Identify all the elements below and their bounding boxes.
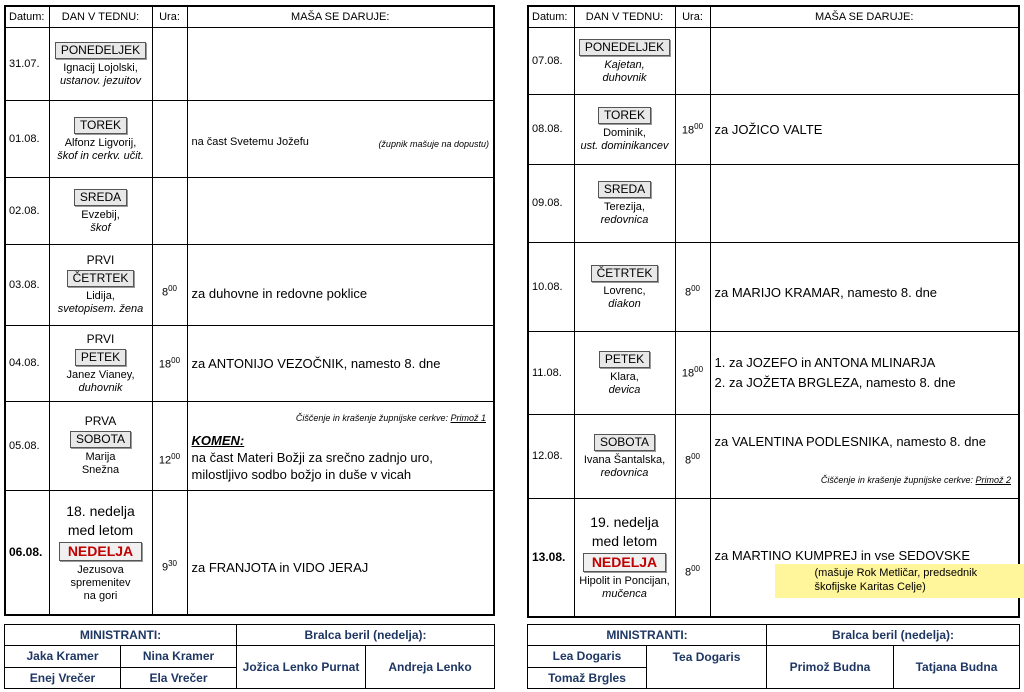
day-cell: [574, 414, 675, 498]
intention-line: 1. za JOZEFO in ANTONA MLINARJA: [714, 354, 936, 370]
saint-title: ustanov. jezuitov: [59, 74, 142, 87]
day-badge: TOREK: [598, 107, 651, 124]
altar-server: Ela Vrečer: [121, 667, 237, 689]
day-badge: PONEDELJEK: [55, 42, 146, 59]
header-intention: MAŠA SE DARUJE:: [710, 6, 1019, 27]
saint-name: Lovrenc,: [603, 284, 646, 297]
intention-cell: [187, 27, 494, 100]
intention-cell: [187, 401, 494, 490]
time-cell: [152, 27, 187, 100]
time-minute: 30: [168, 558, 178, 568]
header-intention: MAŠA SE DARUJE:: [187, 6, 494, 27]
day-cell: [49, 325, 152, 401]
intention-cell: [187, 325, 494, 401]
saint-name: Lidija,: [86, 290, 115, 302]
day-badge: TOREK: [74, 117, 127, 134]
day-cell: [574, 27, 675, 94]
day-cell: [574, 164, 675, 242]
time-cell: [152, 490, 187, 615]
saint-name: Kajetan,: [604, 58, 645, 71]
time-cell: [675, 164, 710, 242]
saint-title: redovnica: [600, 214, 649, 226]
saint-title: duhovnik: [602, 71, 647, 84]
bralca-label: Bralca beril (nedelja):: [237, 625, 495, 646]
date-cell: 05.08.: [5, 401, 49, 490]
saint-name: Ignacij Lojolski,: [63, 61, 138, 74]
altar-server: Lea Dogaris: [528, 646, 647, 668]
reader-name: Jožica Lenko Purnat: [237, 646, 366, 689]
table-row: [528, 164, 1019, 242]
bralca-label: Bralca beril (nedelja):: [767, 625, 1020, 646]
altar-server: Tea Dogaris: [647, 646, 767, 689]
time-cell: [675, 242, 710, 331]
schedule-week-1: [4, 5, 495, 616]
day-cell: [49, 177, 152, 244]
day-cell: [574, 242, 675, 331]
day-badge: PETEK: [75, 349, 126, 366]
day-prefix: med letom: [591, 533, 658, 550]
day-cell: [574, 331, 675, 414]
saint-name: Dominik,: [603, 127, 646, 139]
intention-line: milostljivo sodbo božjo in duše v vicah: [191, 467, 412, 482]
altar-server: Enej Vrečer: [5, 667, 121, 689]
table-row: [5, 100, 494, 177]
time-hour: 18: [158, 358, 172, 371]
time-hour: 8: [684, 566, 692, 579]
table-row: [528, 498, 1019, 617]
saint-title: devica: [608, 383, 641, 396]
time-cell: [675, 498, 710, 617]
time-cell: [152, 100, 187, 177]
table-row: [528, 27, 1019, 94]
day-prefix: PRVI: [86, 253, 115, 267]
header-date: Datum:: [5, 6, 49, 27]
time-cell: [152, 401, 187, 490]
time-minute: 00: [691, 284, 701, 294]
time-minute: 00: [171, 355, 181, 365]
reader-name: Andreja Lenko: [366, 646, 495, 689]
table-row: [528, 331, 1019, 414]
table-row: [5, 401, 494, 490]
intention-cell: [710, 331, 1019, 414]
time-minute: 00: [168, 284, 178, 294]
note-text: Čiščenje in krašenje župnijske cerkve:: [820, 475, 973, 485]
intention-cell: [710, 27, 1019, 94]
table-row: [528, 94, 1019, 164]
intention-cell: [710, 242, 1019, 331]
day-cell: [574, 94, 675, 164]
saint-title: škof: [90, 221, 111, 234]
intention-text: za ANTONIJO VEZOČNIK, namesto 8. dne: [191, 355, 441, 371]
day-badge: PONEDELJEK: [579, 39, 670, 56]
table-row: [5, 27, 494, 100]
intention-cell: [187, 100, 494, 177]
intention-text: za MARIJO KRAMAR, namesto 8. dne: [714, 285, 938, 300]
saint-title: diakon: [608, 297, 641, 310]
day-badge: NEDELJA: [59, 542, 142, 561]
time-minute: 00: [691, 451, 701, 461]
day-badge: SOBOTA: [594, 434, 655, 451]
day-badge: SREDA: [74, 189, 127, 206]
intention-text: za JOŽICO VALTE: [714, 121, 823, 137]
time-cell: [152, 177, 187, 244]
header-day: DAN V TEDNU:: [574, 6, 675, 27]
saint-name: Marija: [85, 451, 116, 463]
note-text: (župnik mašuje na dopustu): [378, 139, 489, 149]
day-prefix: 18. nedelja: [66, 502, 135, 519]
note-name: Primož 2: [975, 475, 1011, 485]
saint-name: Terezija,: [604, 201, 645, 213]
date-cell: 10.08.: [528, 242, 574, 331]
intention-text: za duhovne in redovne poklice: [191, 286, 368, 301]
time-cell: [152, 325, 187, 401]
intention-cell: [710, 94, 1019, 164]
date-cell: 09.08.: [528, 164, 574, 242]
intention-text: za MARTINO KUMPREJ in vse SEDOVSKE: [714, 547, 970, 563]
time-cell: [675, 27, 710, 94]
date-cell: 13.08.: [528, 498, 574, 617]
date-cell: 04.08.: [5, 325, 49, 401]
note-name: Primož 1: [450, 413, 486, 423]
day-cell: [49, 27, 152, 100]
ministranti-label: MINISTRANTI:: [528, 625, 767, 646]
day-prefix: med letom: [67, 521, 134, 538]
table-row: [528, 242, 1019, 331]
time-minute: 00: [691, 563, 701, 573]
altar-server: Tomaž Brgles: [528, 667, 647, 689]
saint-title: mučenca: [602, 588, 647, 601]
saint-title: ust. dominikancev: [580, 140, 669, 152]
reader-name: Tatjana Budna: [894, 646, 1020, 689]
day-badge: ČETRTEK: [591, 265, 659, 282]
intention-text: za FRANJOTA in VIDO JERAJ: [191, 559, 369, 575]
intention-cell: [187, 244, 494, 325]
header-time: Ura:: [675, 6, 710, 27]
highlighted-note: [775, 564, 1024, 598]
saint-title: Snežna: [81, 464, 120, 476]
time-hour: 18: [681, 367, 695, 380]
day-badge: SREDA: [598, 181, 651, 198]
note-text: Čiščenje in krašenje župnijske cerkve:: [295, 413, 448, 423]
day-cell: [49, 490, 152, 615]
time-cell: [675, 94, 710, 164]
intention-line: na čast Materi Božji za srečno zadnjo uro,: [191, 450, 433, 465]
date-cell: 12.08.: [528, 414, 574, 498]
time-cell: [675, 331, 710, 414]
saint-name: Evzebij,: [81, 208, 120, 221]
saint-name: Hipolit in Poncijan,: [579, 575, 670, 588]
saint-title: duhovnik: [78, 381, 123, 394]
header-day: DAN V TEDNU:: [49, 6, 152, 27]
date-cell: 01.08.: [5, 100, 49, 177]
saint-name: Jezusova: [77, 563, 124, 576]
altar-server: Jaka Kramer: [5, 646, 121, 668]
table-row: [528, 414, 1019, 498]
day-cell: [49, 100, 152, 177]
time-hour: 8: [161, 286, 169, 299]
intention-text: za VALENTINA PODLESNIKA, namesto 8. dne: [714, 434, 986, 449]
table-row: [5, 490, 494, 615]
altar-server: Nina Kramer: [121, 646, 237, 668]
intention-cell: [187, 177, 494, 244]
intention-cell: [710, 414, 1019, 498]
saint-title: redovnica: [600, 467, 649, 479]
day-badge: PETEK: [599, 351, 650, 368]
day-cell: [49, 401, 152, 490]
saint-title: škof in cerkv. učit.: [57, 149, 144, 162]
day-prefix: PRVA: [84, 414, 117, 428]
time-minute: 00: [694, 365, 704, 375]
intention-line: 2. za JOŽETA BRGLEZA, namesto 8. dne: [714, 374, 956, 390]
date-cell: 07.08.: [528, 27, 574, 94]
intention-text: na čast Svetemu Jožefu: [191, 136, 309, 148]
time-hour: 8: [684, 454, 692, 467]
saint-name: Klara,: [610, 370, 639, 383]
time-cell: [675, 414, 710, 498]
cleaning-note: [192, 410, 490, 427]
highlight-line: škofijske Karitas Celje): [814, 580, 926, 593]
highlight-line: (mašuje Rok Metličar, predsednik: [814, 566, 978, 579]
date-cell: 06.08.: [5, 490, 49, 615]
time-cell: [152, 244, 187, 325]
saint-title: svetopisem. žena: [57, 303, 144, 315]
saint-name: Alfonz Ligvorij,: [64, 136, 137, 149]
header-time: Ura:: [152, 6, 187, 27]
cleaning-note: [715, 472, 1015, 489]
time-hour: 8: [684, 286, 692, 299]
schedule-week-2: [527, 5, 1020, 618]
footer-week-2: [527, 624, 1020, 689]
time-minute: 00: [694, 121, 704, 131]
saint-name: Ivana Šantalska,: [583, 454, 666, 466]
time-minute: 00: [171, 452, 181, 462]
table-row: [5, 325, 494, 401]
day-badge: NEDELJA: [583, 553, 666, 572]
reader-name: Primož Budna: [767, 646, 894, 689]
saint-name: Janez Vianey,: [66, 368, 135, 381]
time-hour: 9: [161, 561, 169, 574]
table-row: [5, 177, 494, 244]
table-row: [5, 244, 494, 325]
intention-cell: [710, 498, 1019, 617]
saint-title: spremenitev: [70, 576, 131, 589]
time-hour: 18: [681, 124, 695, 137]
date-cell: 31.07.: [5, 27, 49, 100]
footer-week-1: [4, 624, 495, 689]
day-badge: SOBOTA: [70, 431, 131, 448]
day-cell: [574, 498, 675, 617]
intention-cell: [187, 490, 494, 615]
day-prefix: 19. nedelja: [590, 514, 659, 531]
day-cell: [49, 244, 152, 325]
day-badge: ČETRTEK: [67, 270, 135, 287]
date-cell: 02.08.: [5, 177, 49, 244]
day-prefix: PRVI: [86, 331, 115, 346]
time-hour: 12: [158, 454, 172, 467]
intention-cell: [710, 164, 1019, 242]
header-date: Datum:: [528, 6, 574, 27]
date-cell: 08.08.: [528, 94, 574, 164]
date-cell: 11.08.: [528, 331, 574, 414]
ministranti-label: MINISTRANTI:: [5, 625, 237, 646]
saint-title: na gori: [83, 589, 118, 602]
date-cell: 03.08.: [5, 244, 49, 325]
komen-label: KOMEN:: [191, 433, 245, 448]
